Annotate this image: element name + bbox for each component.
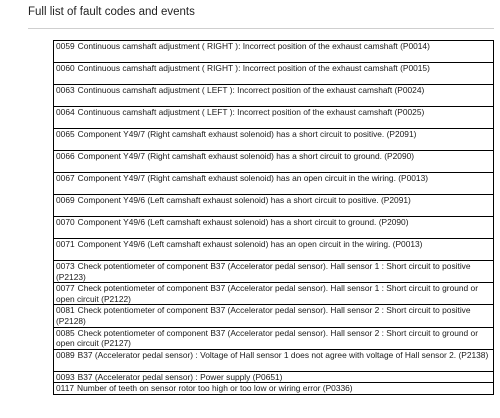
fault-cell [54,349,494,371]
fault-row [54,173,494,195]
fault-cell [54,129,494,151]
fault-row [54,195,494,217]
fault-cell [54,85,494,107]
fault-code: 0067 [56,173,75,183]
fault-description: Continuous camshaft adjustment ( LEFT ): Incorrect position of the exhaust camshaft (P0025) [77,107,425,117]
fault-description: B37 (Accelerator pedal sensor) : Power supply (P0651) [77,371,283,382]
fault-code: 0089 [56,349,75,360]
fault-row [54,239,494,261]
fault-row [54,327,494,349]
fault-code: 0093 [56,371,75,382]
fault-description: Component Y49/7 (Right camshaft exhaust solenoid) has a short circuit to positive. (P2091) [77,129,417,139]
fault-code: 0066 [56,151,75,161]
fault-description: Continuous camshaft adjustment ( RIGHT ): Incorrect position of the exhaust camshaft (P0014) [77,41,430,51]
fault-code: 0081 [56,305,75,316]
fault-cell [54,261,494,283]
fault-row [54,349,494,371]
fault-description: Continuous camshaft adjustment ( LEFT ): Incorrect position of the exhaust camshaft (P0024) [77,85,425,95]
fault-row [54,63,494,85]
fault-table-body [54,41,494,395]
fault-row [54,305,494,327]
fault-description: Component Y49/6 (Left camshaft exhaust solenoid) has a short circuit to ground. (P2090) [77,217,409,227]
fault-description: Component Y49/6 (Left camshaft exhaust solenoid) has a short circuit to positive. (P2091) [77,195,411,205]
fault-cell [54,173,494,195]
fault-cell [54,41,494,63]
fault-description: Component Y49/7 (Right camshaft exhaust solenoid) has a short circuit to ground. (P2090) [77,151,415,161]
fault-code: 0085 [56,327,75,338]
fault-description: Check potentiometer of component B37 (Accelerator pedal sensor). Hall sensor 2 : Short circuit to positive (P2128) [56,305,471,326]
fault-description: Number of teeth on sensor rotor too high or too low or wiring error (P0336) [77,383,353,394]
fault-cell [54,195,494,217]
fault-code: 0069 [56,195,75,205]
fault-row [54,129,494,151]
fault-code: 0064 [56,107,75,117]
fault-description: Component Y49/6 (Left camshaft exhaust solenoid) has an open circuit in the wiring. (P0013) [77,239,423,249]
fault-description: Check potentiometer of component B37 (Accelerator pedal sensor). Hall sensor 1 : Short circuit to positive (P2123) [56,261,471,282]
fault-code: 0077 [56,283,75,294]
fault-cell [54,217,494,239]
fault-cell [54,63,494,85]
fault-code: 0070 [56,217,75,227]
fault-cell [54,305,494,327]
fault-description: B37 (Accelerator pedal sensor) : Voltage of Hall sensor 1 does not agree with voltage of Hall sensor 2. (P2138) [77,349,489,360]
fault-cell [54,239,494,261]
fault-row [54,107,494,129]
fault-code: 0060 [56,63,75,73]
header-divider [28,28,494,29]
fault-code: 0071 [56,239,75,249]
fault-row [54,41,494,63]
fault-cell [54,107,494,129]
fault-row [54,383,494,395]
fault-row [54,217,494,239]
fault-code-table [53,40,494,395]
fault-description: Component Y49/7 (Right camshaft exhaust solenoid) has an open circuit in the wiring. (P0013) [77,173,429,183]
fault-row [54,85,494,107]
fault-code: 0117 [56,383,75,394]
fault-cell [54,151,494,173]
fault-code: 0059 [56,41,75,51]
fault-description: Continuous camshaft adjustment ( RIGHT ): Incorrect position of the exhaust camshaft (P0015) [77,63,430,73]
fault-cell [54,383,494,395]
fault-cell [54,371,494,383]
fault-cell [54,283,494,305]
fault-code: 0065 [56,129,75,139]
fault-row [54,283,494,305]
fault-row [54,151,494,173]
fault-code: 0073 [56,261,75,271]
page-header-title: Full list of fault codes and events [28,6,195,18]
fault-cell [54,327,494,349]
fault-row [54,371,494,383]
fault-code: 0063 [56,85,75,95]
fault-row [54,261,494,283]
fault-description: Check potentiometer of component B37 (Accelerator pedal sensor). Hall sensor 1 : Short circuit to ground or open circuit (P2122) [56,283,478,304]
fault-description: Check potentiometer of component B37 (Accelerator pedal sensor). Hall sensor 2 : Short circuit to ground or open circuit (P2127) [56,327,478,349]
